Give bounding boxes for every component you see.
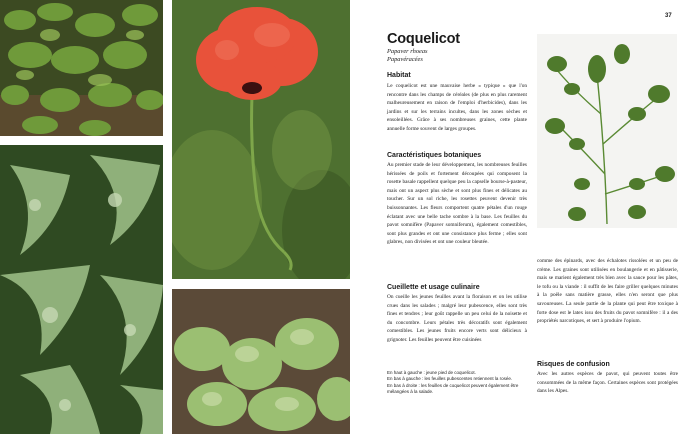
habitat-heading: Habitat <box>387 72 411 79</box>
botanical-heading: Caractéristiques botaniques <box>387 152 482 159</box>
photo-salad-leaves <box>172 289 350 434</box>
caption-top-left: En haut à gauche : jeune pied de coquelicot. <box>387 370 476 375</box>
botanical-text: Au premier stade de leur développement, les nombreuses feuilles hérissées de poils et fortement découpées qui composent la rosette basale rappellent quelque peu la capselle bourse-à-pasteur, mais ont un aspect plus sèche et sont plus fines et délicates au toucher. Sur un sol riche, les rosettes peuvent devenir très buissonnantes. Les fleurs comportent quatre pétales d'un rouge éclatant avec une belle tache sombre à la base. Les feuilles du pavot somnifère (Papaver somniferum), également comestibles, sont plus grandes et ont une consistance plus ferme ; elles sont glabres, non divisées et ont une couleur bleutée. <box>387 162 527 246</box>
caption-bottom-left: En bas à gauche : les feuilles pubescentes retiennent la rosée. <box>387 376 513 382</box>
culinary-text-col1: On cueille les jeunes feuilles avant la floraison et on les utilise crues dans les salades ; malgré leur pubescence, elles sont très fines et tendres ; leur goût rappelle un peu celui de la noisette et du concombre. Leurs pétales très décoratifs sont également comestibles. Les jeunes fruits encore verts sont délicieux à grignoter. Les feuilles peuvent être cuisinées <box>387 294 527 343</box>
photo-botanical-leaves <box>537 34 677 228</box>
page-title: Coquelicot <box>387 31 460 47</box>
culinary-text-col2: comme des épinards, avec des échalotes rissolées et un peu de crème. Les graines sont utilisées en boulangerie et en pâtisserie, mais se marient également très bien avec la sauce pour les pâtes, le tofu ou la viande : il suffit de les faire griller quelques minutes à la poêle sans matière grasse, elles n'en seront que plus savoureuses. La seule partie de la plante qui peut être toxique à forte dose est le latex issu des fruits du pavot somnifère : il a des propriétés narcotiques, et sert à produire l'opium. <box>537 258 678 325</box>
habitat-text: Le coquelicot est une mauvaise herbe « typique » que l'on rencontre dans les champs de céréales (de plus en plus rarement malheureusement en raison de l'emploi d'herbicides), dans les jardins et sur les terrains incultes, dans les zones sèches et ensoleillées. Grâce à ses nombreuses graines, cette plante annuelle forme souvent de larges groupes. <box>387 83 527 132</box>
photo-dewy-leaves <box>0 145 163 434</box>
confusion-text: Avec les autres espèces de pavot, qui peuvent toutes être consommées de la même façon. Certaines espèces sont protégées dans les Alpes. <box>537 371 678 395</box>
latin-name: Papaver rhoeas <box>387 48 428 55</box>
confusion-heading: Risques de confusion <box>537 361 610 368</box>
plant-family: Papavéracées <box>387 56 423 63</box>
photo-captions <box>387 370 527 396</box>
photo-poppy-flower <box>172 0 350 279</box>
culinary-heading: Cueillette et usage culinaire <box>387 284 480 291</box>
page-number: 37 <box>665 13 672 19</box>
caption-bottom-right: En bas à droite : les feuilles de coquelicot peuvent également être mélangées à la salade. <box>387 382 519 395</box>
photo-young-plant <box>0 0 163 136</box>
